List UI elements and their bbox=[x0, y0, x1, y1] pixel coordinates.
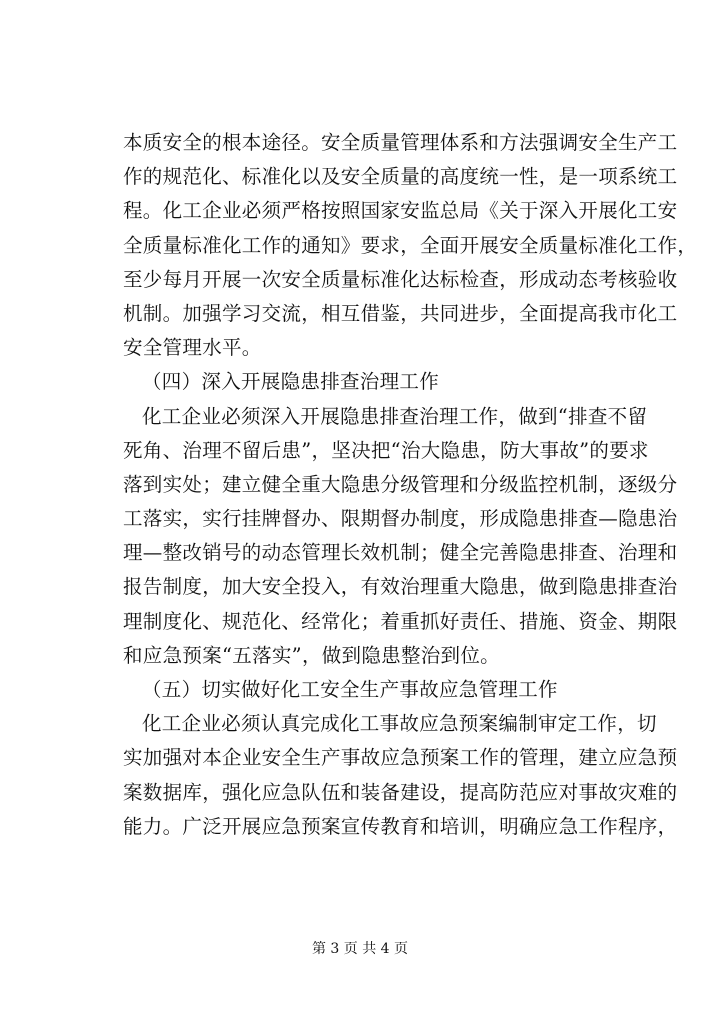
text-line: 作的规范化、标准化以及安全质量的高度统一性，是一项系统工 bbox=[123, 165, 678, 189]
text-line: 和应急预案“五落实”，做到隐患整治到位。 bbox=[123, 643, 500, 667]
text-line: 能力。广泛开展应急预案宣传教育和培训，明确应急工作程序， bbox=[123, 814, 678, 838]
text-line: 理制度化、规范化、经常化；着重抓好责任、措施、资金、期限 bbox=[123, 609, 678, 633]
text-line: 本质安全的根本途径。安全质量管理体系和方法强调安全生产工 bbox=[123, 131, 678, 154]
body-text bbox=[123, 126, 698, 844]
text-line: 工落实，实行挂牌督办、限期督办制度，形成隐患排查—隐患治 bbox=[123, 507, 678, 531]
paragraph-first-line: 化工企业必须认真完成化工事故应急预案编制审定工作，切 bbox=[142, 712, 657, 736]
text-line: 程。化工企业必须严格按照国家安监总局《关于深入开展化工安 bbox=[123, 199, 678, 223]
text-line: 报告制度，加大安全投入，有效治理重大隐患，做到隐患排查治 bbox=[123, 575, 678, 599]
section-heading-4: （四）深入开展隐患排查治理工作 bbox=[142, 370, 440, 394]
text-line: 理—整改销号的动态管理长效机制；健全完善隐患排查、治理和 bbox=[123, 541, 678, 565]
text-line: 机制。加强学习交流，相互借鉴，共同进步，全面提高我市化工 bbox=[123, 301, 678, 325]
text-line: 全质量标准化工作的通知》要求，全面开展安全质量标准化工作， bbox=[123, 233, 698, 257]
text-line: 案数据库，强化应急队伍和装备建设，提高防范应对事故灾难的 bbox=[123, 780, 678, 804]
text-line: 安全管理水平。 bbox=[123, 336, 262, 360]
page-number-footer: 第 3 页 共 4 页 bbox=[311, 941, 409, 957]
text-line: 落到实处；建立健全重大隐患分级管理和分级监控机制，逐级分 bbox=[123, 472, 678, 496]
paragraph-first-line: 化工企业必须深入开展隐患排查治理工作，做到“排查不留 bbox=[142, 404, 648, 428]
text-line: 死角、治理不留后患”，坚决把“治大隐患，防大事故”的要求 bbox=[123, 438, 649, 462]
section-heading-5: （五）切实做好化工安全生产事故应急管理工作 bbox=[142, 678, 558, 701]
text-line: 至少每月开展一次安全质量标准化达标检查，形成动态考核验收 bbox=[123, 267, 678, 291]
text-line: 实加强对本企业安全生产事故应急预案工作的管理，建立应急预 bbox=[123, 746, 678, 770]
